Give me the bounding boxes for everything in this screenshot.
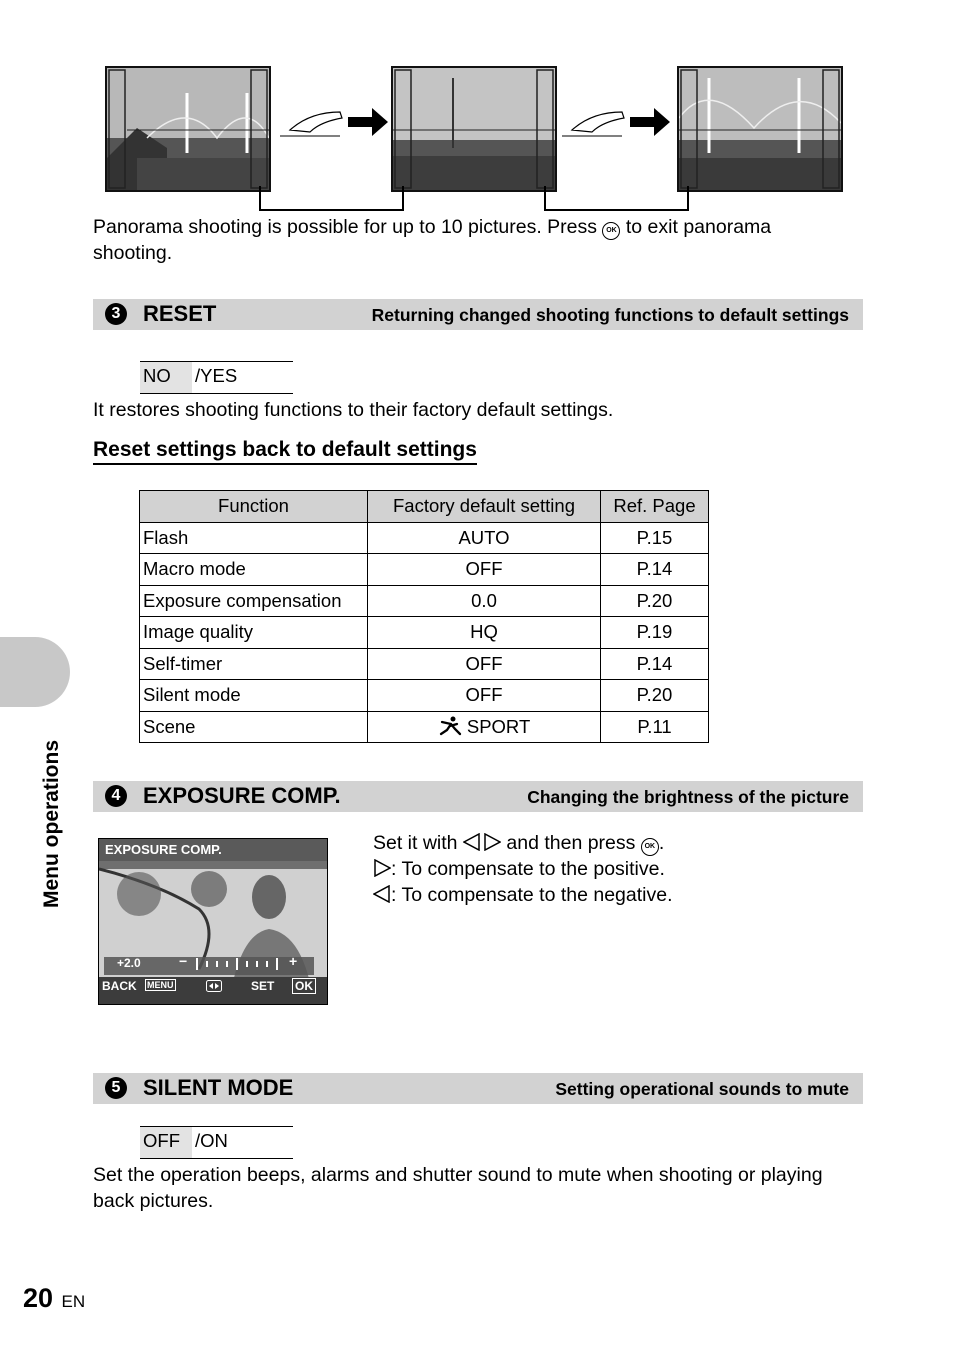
section-number-3: 3 <box>105 303 127 325</box>
table-cell: OFF <box>368 680 601 712</box>
silent-section-header <box>93 1073 863 1104</box>
table-cell: P.20 <box>601 680 709 712</box>
exposure-line-2: : To compensate to the positive. <box>373 856 853 882</box>
camera-screen <box>98 838 328 1005</box>
screen-minus: − <box>179 953 188 969</box>
sport-scene-icon <box>438 716 462 736</box>
reset-section-header <box>93 299 863 330</box>
right-arrow-icon <box>373 859 391 877</box>
table-cell: Exposure compensation <box>140 585 368 617</box>
silent-subtitle: Setting operational sounds to mute <box>555 1079 849 1099</box>
screen-set-label: SET <box>251 979 275 993</box>
table-cell: OFF <box>368 648 601 680</box>
hand-arrow-2 <box>562 100 672 150</box>
page-number: 20 EN <box>23 1283 86 1313</box>
screen-title: EXPOSURE COMP. <box>99 839 328 861</box>
table-header: Function <box>140 491 368 523</box>
ok-button-icon: OK <box>602 222 620 240</box>
chapter-label: Menu operations <box>40 739 63 908</box>
table-cell: Flash <box>140 522 368 554</box>
reset-subheading: Reset settings back to default settings <box>93 437 477 465</box>
silent-description: Set the operation beeps, alarms and shutter sound to mute when shooting or playing back pictures. <box>93 1164 823 1212</box>
table-cell: 0.0 <box>368 585 601 617</box>
table-cell: Silent mode <box>140 680 368 712</box>
table-cell <box>368 711 601 743</box>
option-off: OFF <box>143 1130 180 1151</box>
language-code: EN <box>61 1292 86 1311</box>
reset-title: RESET <box>143 301 217 326</box>
panorama-note: Panorama shooting is possible for up to 10 pictures. Press OK to exit panorama shooting. <box>93 216 772 264</box>
option-on: /ON <box>195 1130 228 1151</box>
screen-ev-value: +2.0 <box>117 956 141 970</box>
default-settings-table <box>139 490 709 743</box>
exposure-subtitle: Changing the brightness of the picture <box>527 787 849 807</box>
table-cell: P.20 <box>601 585 709 617</box>
table-cell: Image quality <box>140 617 368 649</box>
table-cell: Scene <box>140 711 368 743</box>
screen-ok-label: OK <box>292 978 316 994</box>
table-cell: P.19 <box>601 617 709 649</box>
reset-description: It restores shooting functions to their factory default settings. <box>93 399 614 421</box>
reset-options <box>140 361 293 394</box>
table-cell: Macro mode <box>140 554 368 586</box>
table-cell: P.11 <box>601 711 709 743</box>
screen-back-label: BACK <box>102 979 137 993</box>
exposure-instructions <box>373 830 853 908</box>
panorama-photo-1 <box>105 66 271 192</box>
section-number-4: 4 <box>105 785 127 807</box>
exposure-section-header <box>93 781 863 812</box>
table-row <box>140 585 709 617</box>
option-no: NO <box>143 365 171 386</box>
table-cell: HQ <box>368 617 601 649</box>
overlap-brackets <box>250 186 700 212</box>
section-number-5: 5 <box>105 1077 127 1099</box>
table-header: Factory default setting <box>368 491 601 523</box>
left-arrow-icon <box>373 885 391 903</box>
chapter-tab <box>0 637 70 707</box>
hand-arrow-1 <box>280 100 390 150</box>
table-header-row <box>140 491 709 523</box>
silent-title: SILENT MODE <box>143 1075 294 1100</box>
table-row <box>140 617 709 649</box>
option-yes: /YES <box>195 365 238 386</box>
panorama-photo-3 <box>677 66 843 192</box>
table-row <box>140 554 709 586</box>
table-row <box>140 711 709 743</box>
table-row <box>140 680 709 712</box>
table-row <box>140 648 709 680</box>
table-cell-text: SPORT <box>466 715 531 737</box>
ev-scale-icon <box>195 957 281 971</box>
exposure-title: EXPOSURE COMP. <box>143 783 341 808</box>
ok-button-icon: OK <box>641 838 659 856</box>
reset-subtitle: Returning changed shooting functions to default settings <box>371 305 849 325</box>
table-cell: P.14 <box>601 554 709 586</box>
exposure-line-1: Set it with and then press OK . <box>373 832 665 854</box>
table-cell: P.15 <box>601 522 709 554</box>
panorama-photo-2 <box>391 66 557 192</box>
table-cell: P.14 <box>601 648 709 680</box>
screen-menu-label: MENU <box>147 980 174 990</box>
left-right-icon <box>463 833 501 851</box>
silent-options <box>140 1126 293 1159</box>
table-cell: Self-timer <box>140 648 368 680</box>
table-row <box>140 522 709 554</box>
table-cell: OFF <box>368 554 601 586</box>
screen-plus: + <box>289 953 298 969</box>
exposure-line-3: : To compensate to the negative. <box>373 882 853 908</box>
left-right-arrows-icon <box>206 980 222 992</box>
table-cell: AUTO <box>368 522 601 554</box>
table-header: Ref. Page <box>601 491 709 523</box>
